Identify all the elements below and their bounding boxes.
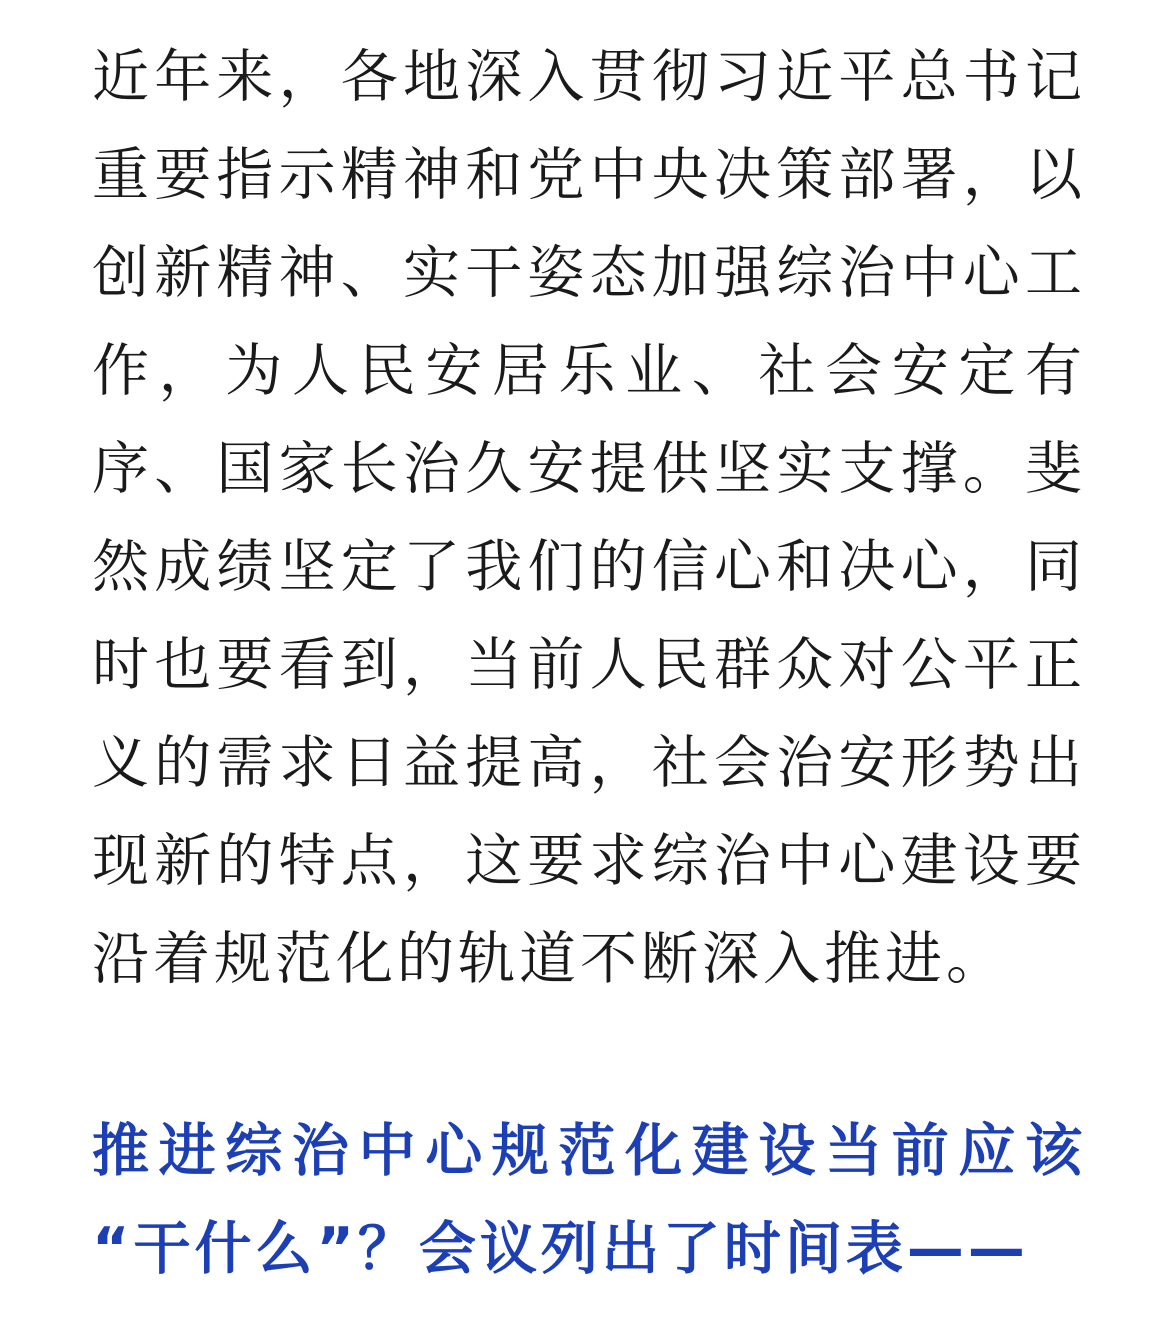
paragraph-line: 近年来，各地深入贯彻习近平总书记 [92,44,1082,110]
paragraph-line: 重要指示精神和党中央决策部署，以 [92,142,1082,208]
paragraph-line: 时也要看到，当前人民群众对公平正 [92,632,1082,698]
paragraph-line: 义的需求日益提高，社会治安形势出 [92,730,1082,796]
paragraph-line: 然成绩坚定了我们的信心和决心，同 [92,534,1082,600]
paragraph-line: 作，为人民安居乐业、社会安定有 [92,338,1082,404]
subheading-line: 推进综治中心规范化建设当前应该 [92,1118,1082,1184]
subheading-line: “干什么”？会议列出了时间表—— [92,1216,1029,1282]
paragraph-line: 创新精神、实干姿态加强综治中心工 [92,240,1082,306]
body-paragraph [92,28,1082,1008]
paragraph-line: 沿着规范化的轨道不断深入推进。 [92,926,1007,992]
article-body [92,28,1082,1008]
paragraph-line: 序、国家长治久安提供坚实支撑。斐 [92,436,1082,502]
section-subheading [92,1102,1082,1298]
paragraph-line: 现新的特点，这要求综治中心建设要 [92,828,1082,894]
